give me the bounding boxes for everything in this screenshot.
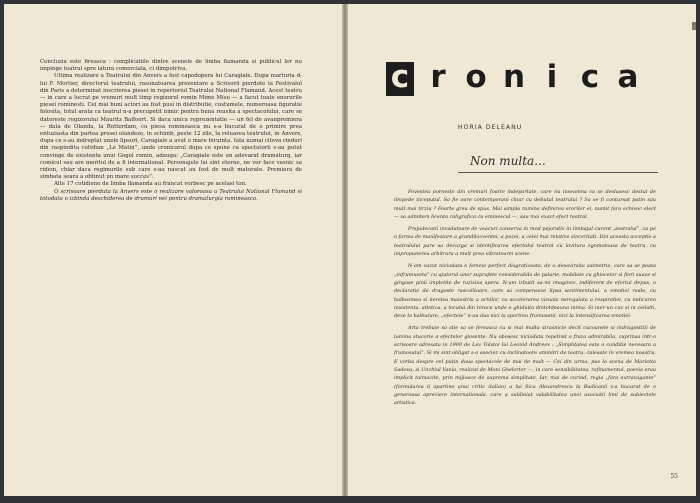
page-number: 55: [670, 473, 678, 480]
paragraph: Arta trebuie sa stie sa se fereasca cu si mai multa strasnicie decit cucoanele si indragostitii de lumina stucorie a efectelor glosente. Nu obosesc niciodata repetind o fraza admirabila, cuprinsa intr-o scrisoare adresata in 1900 de Lev Tolstoi lui Leonid Andreev : „Simplitatea este o conditie necesara a frumosului”. Si mi sint obligat s-o asociez cu inclinatoare aminitri de teatru, culesate in vremea noastra. E vorba despre cel putin doua spectacole de mai de mult — Cei din urma, pus la scena de Marietta Sadova, si Unchiul Vania, realizat de Moni Ghelerter —, in care sensibilitatea, rafinamentul, poezia erau implicit talmacite, prin mijloace de suprema simplitate. Iar, mai de curind, regia „fara extravagante” (formularea ii apartine unui critic italian) a lui Sica Alexandrescu la Badicanii s-a bucurat de o generoasa apreciere internationala, care a subliniat valabilitatea unei asociatii limi de subiectele artistica.: [394, 325, 656, 407]
banner-letter: n: [502, 59, 526, 95]
right-page: [348, 4, 696, 496]
page-tab: [692, 22, 696, 30]
banner-letter: c: [386, 62, 414, 96]
paragraph: Povestea porneste din vremuri foarte indepartate, care nu inseamna ca se deslusesc destul de limpede inceputul. Sa fie oare contemporani chiar cu debutul teatrului ? Sa se fi contursat patin sau mult mai tirziu ? Foarte greu de spus. Mai simpla ramine definirea erorilor ei, numit fara echivoc elect — sa admitem licenta caligrafica cu eminescul —, sau mai exact efect teatral.: [394, 189, 656, 220]
banner-letter: c: [580, 59, 600, 95]
paragraph: Prejudecatii invadatoare de veacuri conserva in mod pejorativ in limbajul curent „teatralul”, ca pe o forma de manifestare a grandilocventei, a pozei, a celei mai relative sinceritati. Din aceasta acceptie a teatralului pare sa decurga si identificarea efectului teatral cu lovitura zgomotoasa de teatru, cu impropunerea arbitrara a mult prea vibratoarei scene.: [394, 226, 656, 258]
banner-letter: o: [465, 59, 487, 95]
cronica-banner: [386, 59, 650, 96]
banner-letter: a: [617, 59, 639, 95]
article-author: HORIA DELEANU: [458, 124, 523, 131]
right-article-text: [394, 188, 656, 411]
banner-letter: r: [430, 59, 446, 95]
paragraph: Ultima realizare a Teatrului din Anvers a fost capodopera lui Caragiale. Dupa marturia d-lui F. Mortier, directorul teatrului, rasunatoarea prezentare a Scrisorii pierdute la Festivalul din Paris a determinat inscrierea piesei in repertoriul Teatrului National Flamand. Acest teatru — in care a lucrat pe vremuri mult timp regizorul romin Mime Misu — a facut toate onorurile piesei rominesti. Cei mai buni actori au fost pusi in distributie, costumele, numeroasa figuratie folosita, totul arata ca teatrul n-a precupetit nimic pentru buna reusita a spectacolului, care se datoreste regizorului Mauritz Balfoort. Si daca unica reprezentatie — un fel de avanpremiera — data de Olanda, la Rotterdam, cu piesa romineasca nu s-a bucurat de o primire prea entuziasta din partea presei olandeze, in schimb, peste 12 zile, la reluarea teatrului, in Anvers, dupa ce s-au indreptat unele lipsuri, Caragiale a avut o mare biruinta. Iata numai citeva rinduri din raspindita cotidian „Le Matin”, unde cronicarul dupa ce spune ca spectatorii s-au putut convinge de existenta unui Gogol romin, adauga: „Caragiale este un adevarat dramaturg, iar comicul sau are meritul de a fi international. Personajele lui sint eterne, ne vor face vesnic sa ridem, chiar daca regimurile sub care s-au nascut au fost de mult maturate. Premiera de simbata seara a obtinut un mare succes”.: [40, 73, 302, 181]
paragraph: Alte 17 cotidiene de limba flamanda au francat vorbesc pe acelasi ton.: [54, 181, 247, 188]
title-divider: [458, 172, 658, 173]
paragraph: N-am vazut niciodata o femeie perfect disgratiosata, de o desavirsita asimetrie, care sa se poata „infrumuseta” cu ajutorul unor suprafete considerabile de palarie, mobilate cu ghiocelor si flori suave si gingase pinii impletite de ruzisina spera. N-am izbutit sa-mi imaginez, indiferent de efortul depus, o declaratie de dragoste rascolitoare, care sa compenseze lipsa sentimentului, a emotiei reale, cu balbuzmea si lierelea maiestria a ochilor, cu accelerarea vizuala neregulata a respiratiei, cu indicarea insistenta, atletica, a locului din torace unde e ghiduita dintotdeauna inima. Si iner-un cuc si in ceilalti, deve la balbuture, „efectele” n-au dus nici la sporirea frumusetii, nici la intensificarea emotiei.: [394, 263, 656, 320]
article-title: Non multa...: [470, 154, 546, 168]
paragraph: O scrisoare pierduta la Anvers este o realizare valoroasa a Teatrului National Flamand si totodata o izbinda deschiderea de drumuri nei pentru dramaturgia romineasca.: [40, 188, 302, 202]
left-article-text: [40, 59, 302, 203]
left-page: [4, 4, 344, 496]
banner-letter: i: [546, 59, 558, 95]
paragraph: Concluzia este fireasca : complicatiile dintre scenele de limba flamanda si publicul ler nu impinge teatrul spre latura comerciala, ci dimpotriva.: [40, 59, 302, 73]
